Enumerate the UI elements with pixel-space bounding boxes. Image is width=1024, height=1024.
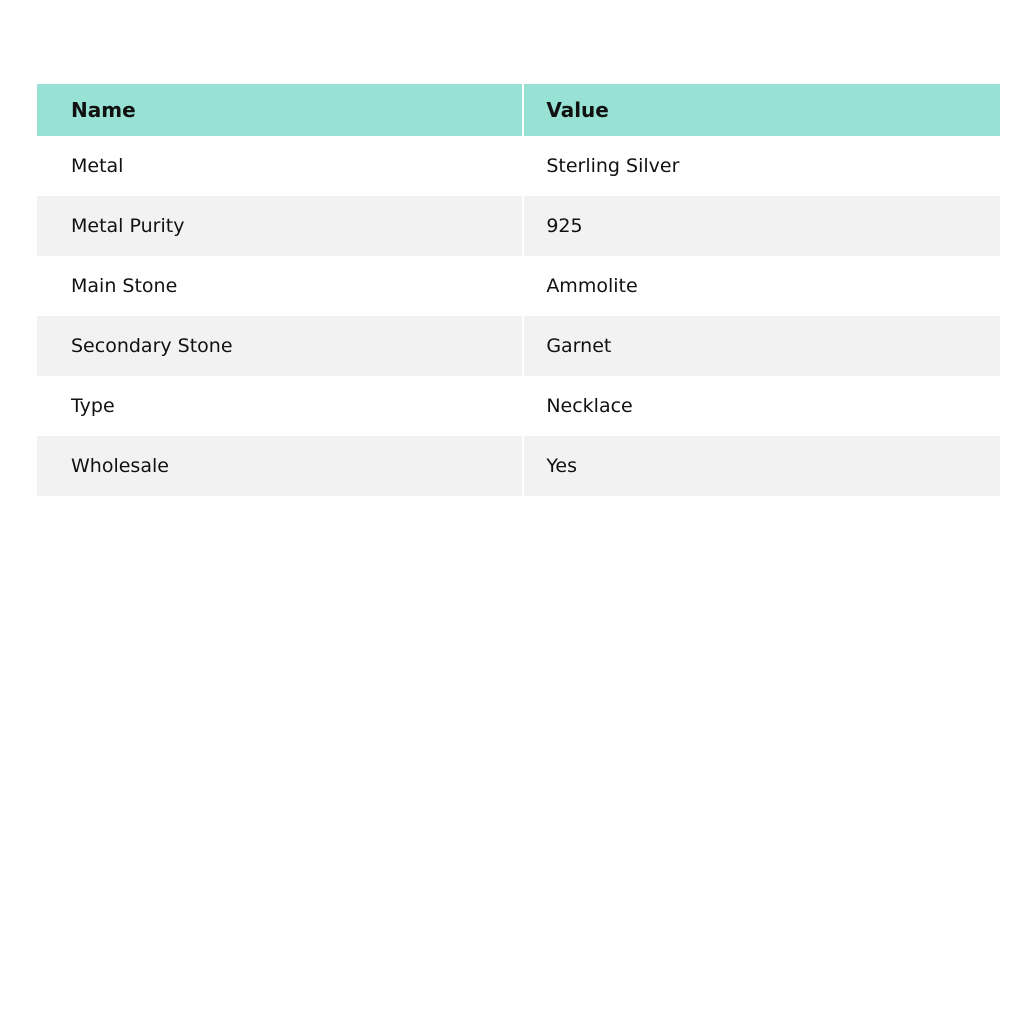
table-row <box>37 316 1000 376</box>
attribute-name-cell: Type <box>37 376 523 436</box>
table-row <box>37 136 1000 196</box>
table-row <box>37 436 1000 496</box>
attribute-value-cell: Yes <box>523 436 1000 496</box>
attribute-name-cell: Metal <box>37 136 523 196</box>
attribute-name-cell: Wholesale <box>37 436 523 496</box>
table-row <box>37 376 1000 436</box>
attribute-value-cell: 925 <box>523 196 1000 256</box>
attribute-value-cell: Sterling Silver <box>523 136 1000 196</box>
table-row <box>37 256 1000 316</box>
attributes-table <box>37 84 1000 496</box>
column-header-value: Value <box>523 84 1000 136</box>
attribute-value-cell: Necklace <box>523 376 1000 436</box>
attribute-value-cell: Ammolite <box>523 256 1000 316</box>
attribute-name-cell: Main Stone <box>37 256 523 316</box>
attribute-value-cell: Garnet <box>523 316 1000 376</box>
table-row <box>37 196 1000 256</box>
attribute-name-cell: Secondary Stone <box>37 316 523 376</box>
column-header-name: Name <box>37 84 523 136</box>
table-header-row <box>37 84 1000 136</box>
attribute-name-cell: Metal Purity <box>37 196 523 256</box>
